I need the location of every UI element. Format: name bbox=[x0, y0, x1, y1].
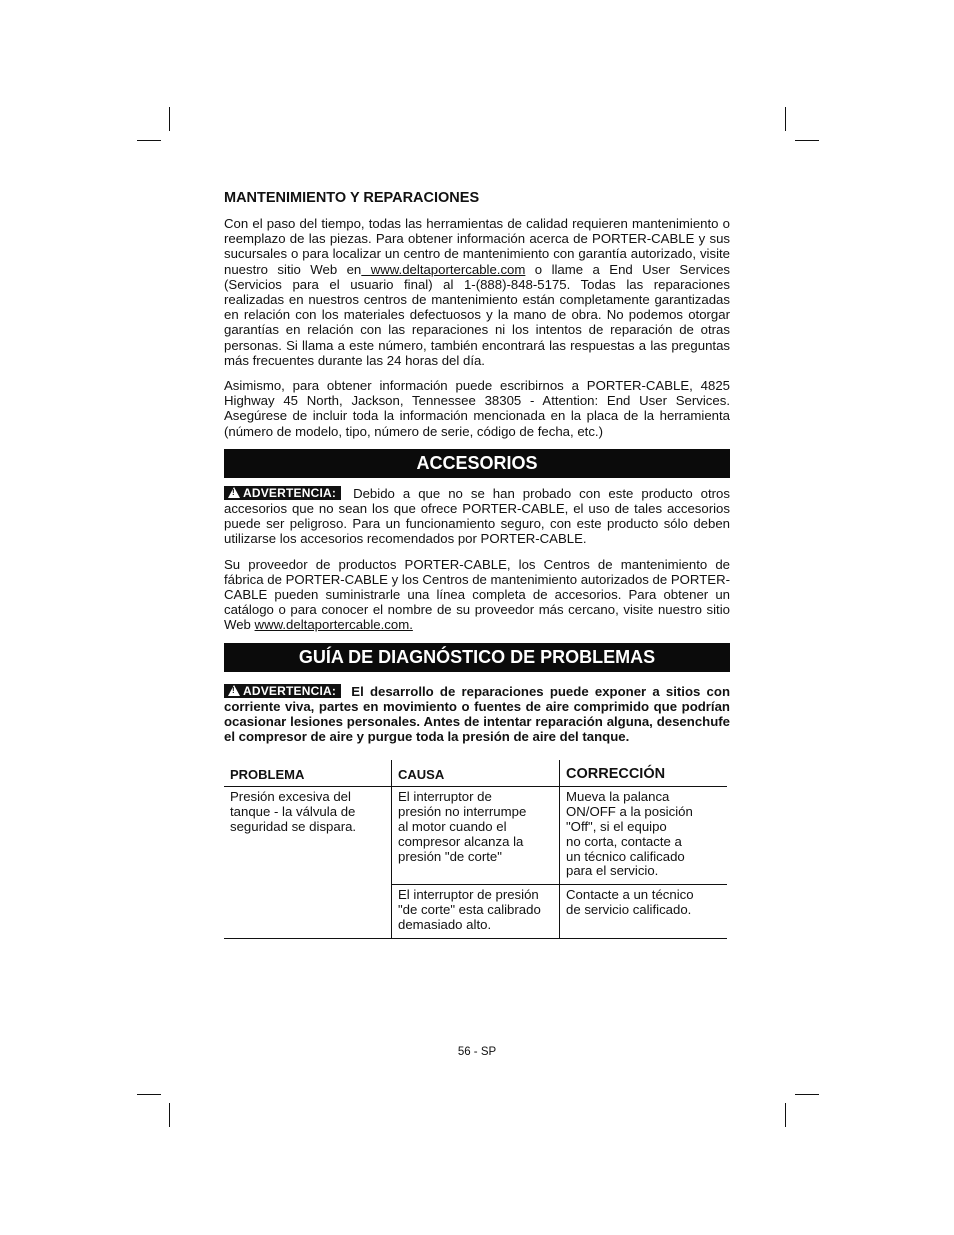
header-problema: PROBLEMA bbox=[224, 760, 392, 787]
cause-cell: El interruptor de presión no interrumpe al motor cuando el compresor alcanza la presión "de corte" bbox=[392, 787, 560, 885]
header-causa: CAUSA bbox=[392, 760, 560, 787]
correction-cell: Mueva la palanca ON/OFF a la posición "Off", si el equipo no corta, contacte a un técnico calificado para el servicio. bbox=[560, 787, 728, 885]
problem-cell: Presión excesiva del tanque - la válvula de seguridad se dispara. bbox=[224, 787, 392, 938]
paragraph-accesorios-2: Su proveedor de productos PORTER-CABLE, los Centros de mantenimiento de fábrica de PORTER-CABLE y los Centros de mantenimiento autorizados de PORTER-CABLE pueden suministrarle una línea completa de accesorios. Para obtener un catálogo o para conocer el nombre de su proveedor más cercano, visite nuestro sitio Web www.deltaportercable.com. bbox=[224, 556, 730, 633]
header-correccion: CORRECCIÓN bbox=[560, 760, 728, 787]
crop-mark bbox=[795, 140, 819, 141]
warning-accesorios: !ADVERTENCIA: Debido a que no se han probado con este producto otros accesorios que no sean los que ofrece PORTER-CABLE, el uso de tales accesorios puede ser peligroso. Para un funcionamiento seguro, con este producto sólo deben utilizarse los accesorios recomendados por PORTER-CABLE. bbox=[224, 486, 730, 547]
crop-mark bbox=[785, 1103, 786, 1127]
website-link[interactable]: www.deltaportercable.com. bbox=[254, 617, 413, 633]
crop-mark bbox=[795, 1094, 819, 1095]
crop-mark bbox=[137, 140, 161, 141]
crop-mark bbox=[137, 1094, 161, 1095]
warning-triangle-icon bbox=[228, 487, 240, 498]
page-content bbox=[224, 190, 730, 939]
crop-mark bbox=[169, 1103, 170, 1127]
crop-mark bbox=[785, 107, 786, 131]
section-bar-guia: GUÍA DE DIAGNÓSTICO DE PROBLEMAS bbox=[224, 643, 730, 672]
table-header-row bbox=[224, 760, 727, 787]
section-title-mantenimiento: MANTENIMIENTO Y REPARACIONES bbox=[224, 190, 480, 206]
warning-badge: !ADVERTENCIA: bbox=[224, 486, 341, 500]
cause-cell: El interruptor de presión "de corte" esta calibrado demasiado alto. bbox=[392, 885, 560, 938]
warning-guia: !ADVERTENCIA: El desarrollo de reparaciones puede exponer a sitios con corriente viva, partes en movimiento o fuentes de aire comprimido que podrían ocasionar lesiones personales. Antes de intentar reparación alguna, desenchufe el compresor de aire y purgue toda la presión de aire del tanque. bbox=[224, 684, 730, 745]
crop-mark bbox=[169, 107, 170, 131]
warning-badge: !ADVERTENCIA: bbox=[224, 684, 341, 698]
website-link[interactable]: www.deltaportercable.com bbox=[361, 261, 526, 277]
paragraph-mantenimiento-2: Asimismo, para obtener información puede escribirnos a PORTER-CABLE, 4825 Highway 45 North, Jackson, Tennessee 38305 - Attention: End User Services. Asegúrese de incluir toda la información mencionada en la placa de la herramienta (número de modelo, tipo, número de serie, código de fecha, etc.) bbox=[224, 378, 730, 439]
page-number: 56 - SP bbox=[457, 1046, 497, 1058]
troubleshooting-table bbox=[224, 760, 727, 938]
correction-cell: Contacte a un técnico de servicio calificado. bbox=[560, 885, 728, 938]
table-row bbox=[224, 787, 727, 885]
warning-triangle-icon bbox=[228, 685, 240, 696]
section-bar-accesorios: ACCESORIOS bbox=[224, 449, 730, 478]
paragraph-mantenimiento-1: Con el paso del tiempo, todas las herramientas de calidad requieren mantenimiento o reemplazo de las piezas. Para obtener información acerca de PORTER-CABLE y sus sucursales o para localizar un centro de mantenimiento con garantía autorizado, visite nuestro sitio Web en www.deltaportercable.com o llame a End User Services (Servicios para el usuario final) al 1-(888)-848-5175. Todas las reparaciones realizadas en nuestros centros de mantenimiento están completamente garantizadas en relación con los materiales defectuosos y la mano de obra. No podemos otorgar garantías en relación con las reparaciones ni los intentos de reparación de otras personas. Si llama a este número, también encontrará las respuestas a las preguntas más frecuentes durante las 24 horas del día. bbox=[224, 216, 730, 368]
